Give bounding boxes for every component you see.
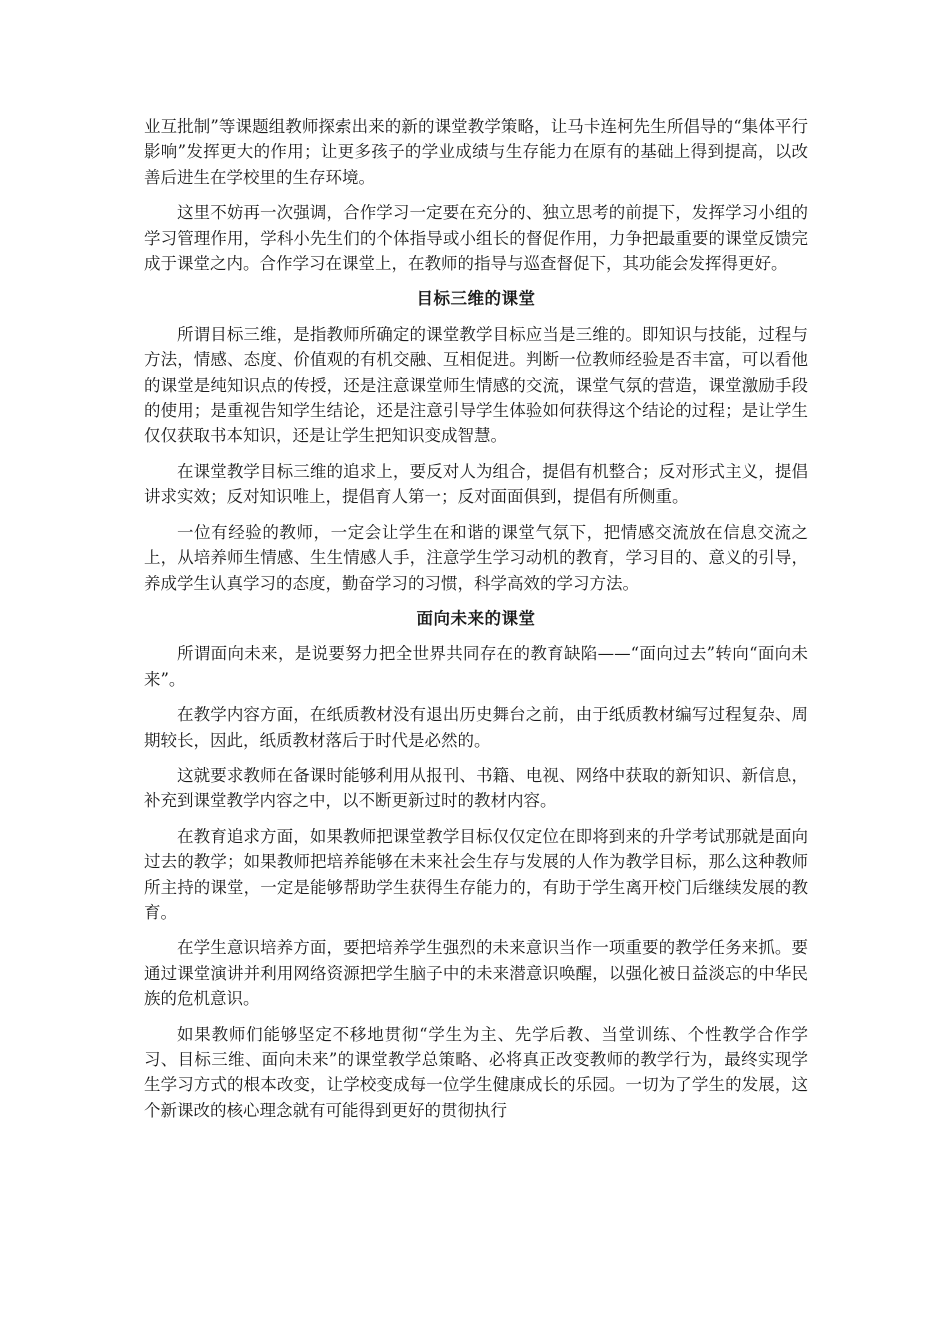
paragraph-4: 在课堂教学目标三维的追求上，要反对人为组合，提倡有机整合；反对形式主义，提倡讲求实效；反对知识唯上，提倡育人第一；反对面面俱到，提倡有所侧重。 bbox=[144, 461, 808, 507]
paragraph-11: 如果教师们能够坚定不移地贯彻“学生为主、先学后教、当堂训练、个性教学合作学习、目标三维、面向未来”的课堂教学总策略、必将真正改变教师的教学行为，最终实现学生学习方式的根本改变，让学校变成每一位学生健康成长的乐园。一切为了学生的发展，这个新课改的核心理念就有可能得到更好的贯彻执行 bbox=[144, 1024, 808, 1120]
section-heading-future-oriented: 面向未来的课堂 bbox=[416, 608, 536, 628]
section-heading-three-dimensional-goals: 目标三维的课堂 bbox=[416, 289, 536, 309]
paragraph-1: 业互批制”等课题组教师探索出来的新的课堂教学策略，让马卡连柯先生所倡导的“集体平行影响”发挥更大的作用；让更多孩子的学业成绩与生存能力在原有的基础上得到提高，以改善后进生在学校里的生存环境。 bbox=[144, 117, 808, 187]
paragraph-10: 在学生意识培养方面，要把培养学生强烈的未来意识当作一项重要的教学任务来抓。要通过课堂演讲并利用网络资源把学生脑子中的未来潜意识唤醒，以强化被日益淡忘的中华民族的危机意识。 bbox=[144, 938, 808, 1009]
paragraph-7: 在教学内容方面，在纸质教材没有退出历史舞台之前，由于纸质教材编写过程复杂、周期较长，因此，纸质教材落后于时代是必然的。 bbox=[144, 705, 808, 750]
paragraph-2: 这里不妨再一次强调，合作学习一定要在充分的、独立思考的前提下，发挥学习小组的学习管理作用，学科小先生们的个体指导或小组长的督促作用，力争把最重要的课堂反馈完成于课堂之内。合作学习在课堂上，在教师的指导与巡查督促下，其功能会发挥得更好。 bbox=[144, 203, 808, 274]
paragraph-3: 所谓目标三维，是指教师所确定的课堂教学目标应当是三维的。即知识与技能，过程与方法，情感、态度、价值观的有机交融、互相促进。判断一位教师经验是否丰富，可以看他的课堂是纯知识点的传授，还是注意课堂师生情感的交流，课堂气氛的营造，课堂激励手段的使用；是重视告知学生结论，还是注意引导学生体验如何获得这个结论的过程；是让学生仅仅获取书本知识，还是让学生把知识变成智慧。 bbox=[144, 324, 808, 446]
document-body bbox=[144, 114, 808, 1133]
paragraph-6: 所谓面向未来，是说要努力把全世界共同存在的教育缺陷——“面向过去”转向“面向未来”。 bbox=[144, 644, 808, 689]
paragraph-9: 在教育追求方面，如果教师把课堂教学目标仅仅定位在即将到来的升学考试那就是面向过去的教学；如果教师把培养能够在未来社会生存与发展的人作为教学目标，那么这种教师所主持的课堂，一定是能够帮助学生获得生存能力的，有助于学生离开校门后继续发展的教育。 bbox=[144, 826, 808, 922]
paragraph-8: 这就要求教师在备课时能够利用从报刊、书籍、电视、网络中获取的新知识、新信息，补充到课堂教学内容之中，以不断更新过时的教材内容。 bbox=[144, 765, 808, 811]
paragraph-5: 一位有经验的教师，一定会让学生在和谐的课堂气氛下，把情感交流放在信息交流之上，从培养师生情感、生生情感人手，注意学生学习动机的教育，学习目的、意义的引导，养成学生认真学习的态度，勤奋学习的习惯，科学高效的学习方法。 bbox=[144, 522, 808, 593]
